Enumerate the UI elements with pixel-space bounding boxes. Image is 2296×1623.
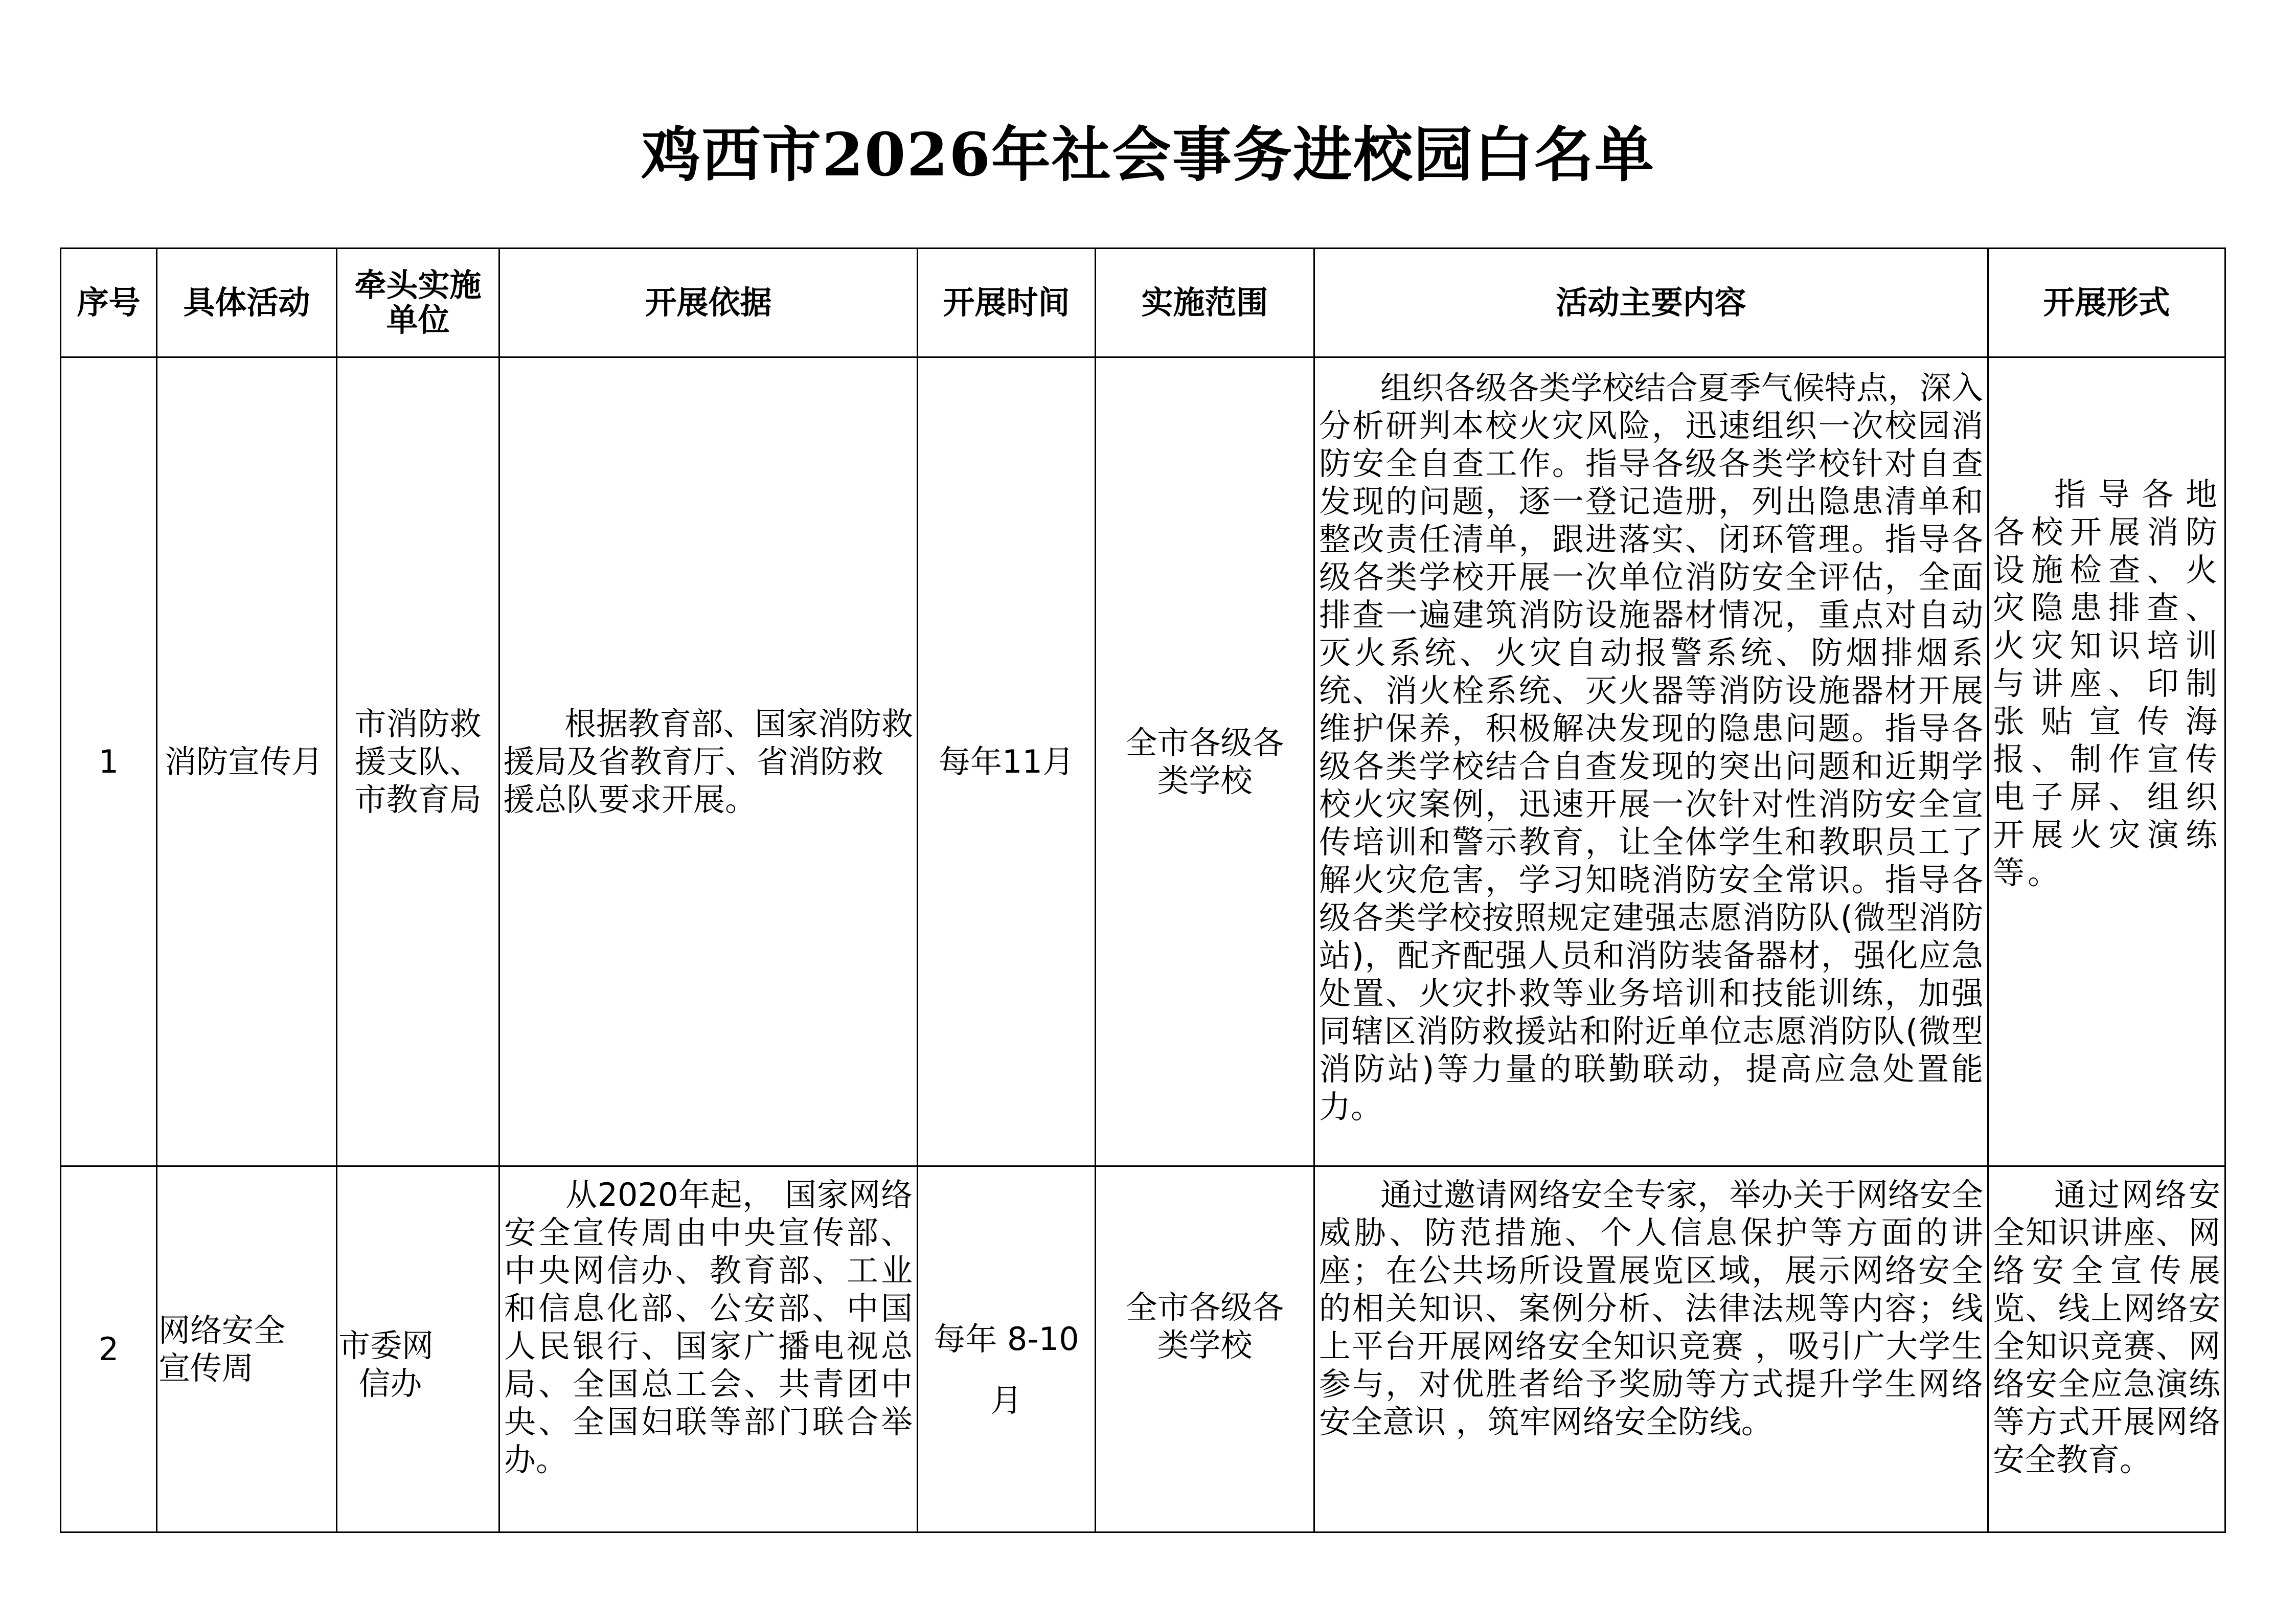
header-activity: 具体活动: [157, 249, 337, 357]
table-row: [61, 357, 2225, 1166]
whitelist-table: [60, 247, 2226, 1533]
header-basis: 开展依据: [499, 249, 918, 357]
cell-content: 通过邀请网络安全专家，举办关于网络安全威胁、防范措施、个人信息保护等方面的讲座；在公共场所设置展览区域，展示网络安全的相关知识、案例分析、法律法规等内容；线上平台开展网络安全知识竞赛 ，吸引广大学生参与，对优胜者给予奖励等方式提升学生网络安全意识 ，筑牢网络安全防线。: [1314, 1166, 1988, 1532]
cell-activity: 消防宣传月: [157, 357, 337, 1166]
cell-time: 每年 8-10月: [918, 1166, 1096, 1532]
cell-content: 组织各级各类学校结合夏季气候特点，深入分析研判本校火灾风险，迅速组织一次校园消防安全自查工作。指导各级各类学校针对自查发现的问题，逐一登记造册，列出隐患清单和整改责任清单，跟进落实、闭环管理。指导各级各类学校开展一次单位消防安全评估，全面排查一遍建筑消防设施器材情况，重点对自动灭火系统、火灾自动报警系统、防烟排烟系统、消火栓系统、灭火器等消防设施器材开展维护保养，积极解决发现的隐患问题。指导各级各类学校结合自查发现的突出问题和近期学校火灾案例，迅速开展一次针对性消防安全宣传培训和警示教育，让全体学生和教职员工了解火灾危害，学习知晓消防安全常识。指导各级各类学校按照规定建强志愿消防队(微型消防站)，配齐配强人员和消防装备器材，强化应急处置、火灾扑救等业务培训和技能训练，加强同辖区消防救援站和附近单位志愿消防队(微型消防站)等力量的联勤联动，提高应急处置能力。: [1314, 357, 1988, 1166]
page-title: 鸡西市2026年社会事务进校园白名单: [641, 120, 1655, 190]
cell-scope: 全市各级各 类学校: [1096, 357, 1314, 1166]
cell-basis: 根据教育部、国家消防救援局及省教育厅、省消防救援总队要求开展。: [499, 357, 918, 1166]
header-content: 活动主要内容: [1314, 249, 1988, 357]
cell-seq: 1: [61, 357, 157, 1166]
cell-activity: 网络安全 宣传周: [157, 1166, 337, 1532]
cell-scope: 全市各级各 类学校: [1096, 1166, 1314, 1532]
table-header-row: [61, 249, 2225, 357]
header-unit: 牵头实施 单位: [337, 249, 499, 357]
cell-unit: 市委网 信办: [337, 1166, 499, 1532]
header-form: 开展形式: [1988, 249, 2225, 357]
cell-basis: 从2020年起， 国家网络安全宣传周由中央宣传部、中央网信办、教育部、工业和信息化部、公安部、中国人民银行、国家广播电视总局、全国总工会、共青团中央、全国妇联等部门联合举办。: [499, 1166, 918, 1532]
header-time: 开展时间: [918, 249, 1096, 357]
header-seq: 序号: [61, 249, 157, 357]
cell-time: 每年11月: [918, 357, 1096, 1166]
cell-form: 通过网络安全知识讲座、网络安全宣传展览、线上网络安全知识竞赛、网络安全应急演练等方式开展网络安全教育。: [1988, 1166, 2225, 1532]
cell-unit: 市消防救 援支队、 市教育局: [337, 357, 499, 1166]
table-row: [61, 1166, 2225, 1532]
cell-seq: 2: [61, 1166, 157, 1532]
header-scope: 实施范围: [1096, 249, 1314, 357]
cell-form: 指导各地各校开展消防设施检查、火灾隐患排查、火灾知识培训与讲座、印制张贴宣传海报、制作宣传电子屏、组织开展火灾演练等。: [1988, 357, 2225, 1166]
